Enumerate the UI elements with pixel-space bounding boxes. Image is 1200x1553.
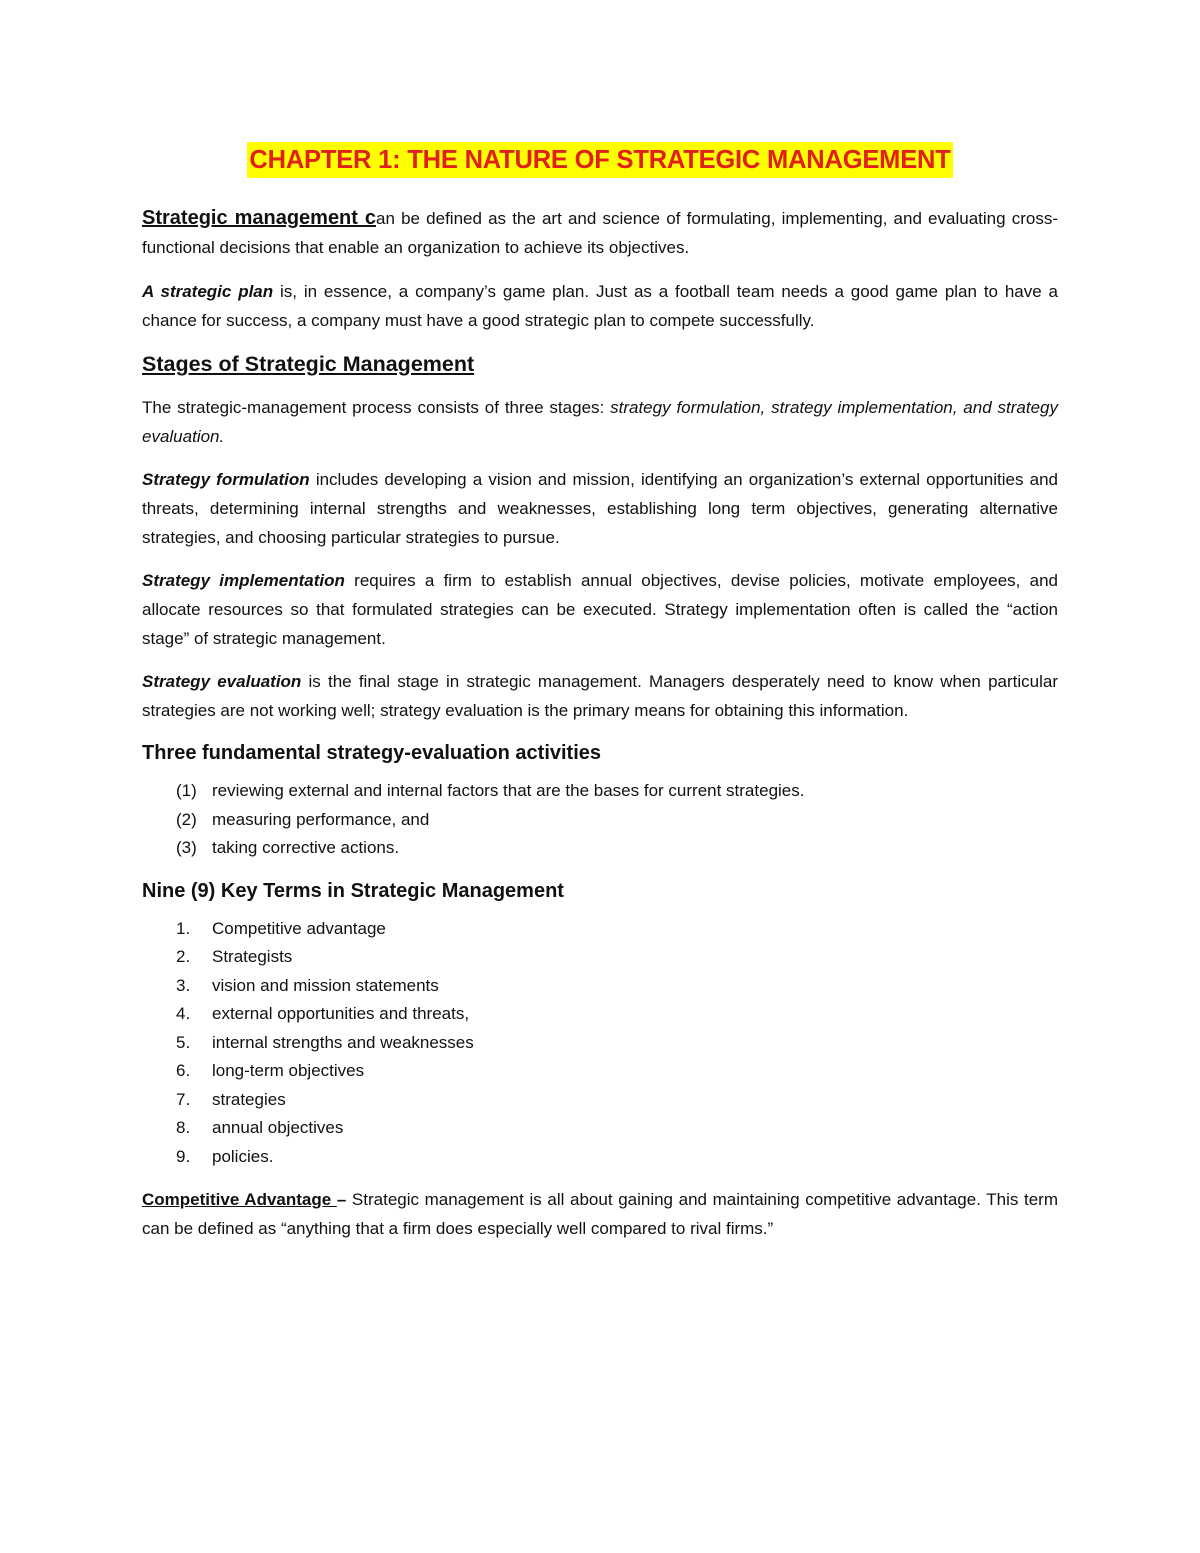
list-item-text: annual objectives (212, 1118, 344, 1137)
list-item-text: strategies (212, 1089, 286, 1109)
list-item (142, 834, 1058, 863)
competitive-section (142, 1185, 1058, 1243)
list-item-text: long-term objectives (212, 1061, 365, 1080)
list-item (142, 1000, 1058, 1029)
list-item (142, 1057, 1058, 1086)
list-item-text: measuring performance, and (212, 809, 430, 829)
list-item (142, 1029, 1058, 1058)
plan-text: is, in essence, a company’s game plan. Just as a football team needs a good game plan to have a chance for success, a company must have a good strategic plan to compete successfully. (142, 282, 1058, 330)
chapter-title: CHAPTER 1: THE NATURE OF STRATEGIC MANAGEMENT (247, 142, 952, 178)
list-item-text: Strategists (212, 947, 293, 966)
activities-list (142, 777, 1058, 863)
plan-term: A strategic plan (142, 282, 274, 301)
key-terms-heading: Nine (9) Key Terms in Strategic Management (142, 879, 564, 902)
list-item-number: 2. (176, 947, 191, 966)
competitive-paragraph (142, 1185, 1058, 1243)
list-item-text: Competitive advantage (212, 918, 386, 938)
list-item-number: 7. (176, 1089, 191, 1109)
list-item-text: internal strengths and weaknesses (212, 1032, 474, 1052)
stages-lead-italic: strategy formulation, strategy implementation, and strategy evaluation. (142, 398, 1058, 446)
stages-lead: The strategic-management process consists of three stages: (142, 398, 611, 417)
list-item (142, 915, 1058, 944)
stages-lead-paragraph (142, 393, 1058, 451)
evaluation-term: Strategy evaluation (142, 672, 302, 691)
list-item-text: external opportunities and threats, (212, 1004, 470, 1023)
formulation-term: Strategy formulation (142, 470, 310, 489)
implementation-paragraph (142, 566, 1058, 653)
stages-heading: Stages of Strategic Management (142, 352, 475, 376)
plan-paragraph (142, 277, 1058, 335)
list-item-number: 3. (176, 975, 191, 995)
list-item (142, 1114, 1058, 1143)
competitive-text: Strategic management is all about gaining and maintaining competitive advantage. This term can be defined as “anything that a firm does especially well compared to rival firms.” (142, 1190, 1058, 1238)
list-item-number: 1. (176, 918, 191, 938)
list-item-number: 8. (176, 1118, 191, 1137)
list-item-text: policies. (212, 1146, 274, 1166)
list-item-text: vision and mission statements (212, 975, 439, 995)
evaluation-text: is the final stage in strategic management. Managers desperately need to know when particular strategies are not working well; strategy evaluation is the primary means for obtaining this information. (142, 672, 1058, 720)
list-item-number: 9. (176, 1146, 191, 1166)
intro-paragraph (142, 204, 1058, 262)
competitive-dash: – (336, 1190, 352, 1209)
implementation-text: requires a firm to establish annual objectives, devise policies, motivate employees, and allocate resources so that formulated strategies can be executed. Strategy implementation often is called the “action stage” of strategic management. (142, 571, 1059, 648)
list-item (142, 1143, 1058, 1172)
activities-heading: Three fundamental strategy-evaluation activities (142, 742, 602, 764)
list-item-number: 5. (176, 1032, 191, 1052)
list-item-number: 6. (176, 1061, 191, 1080)
list-item-number: (3) (176, 838, 197, 857)
competitive-term: Competitive Advantage (142, 1190, 337, 1209)
implementation-term: Strategy implementation (142, 571, 345, 590)
list-item-number: (2) (176, 809, 197, 829)
list-item-number: (1) (176, 781, 197, 800)
list-item-text: reviewing external and internal factors that are the bases for current strategies. (212, 781, 805, 800)
formulation-text: includes developing a vision and mission, identifying an organization’s external opportunities and threats, determining internal strengths and weaknesses, establishing long term objectives, generating alternative strategies, and choosing particular strategies to pursue. (142, 470, 1058, 547)
intro-text: an be defined as the art and science of formulating, implementing, and evaluating cross-functional decisions that enable an organization to achieve its objectives. (142, 209, 1058, 257)
list-item (142, 806, 1058, 835)
list-item-text: taking corrective actions. (212, 838, 400, 857)
intro-term: Strategic management c (142, 207, 377, 229)
evaluation-paragraph (142, 667, 1058, 725)
list-item (142, 777, 1058, 806)
list-item-number: 4. (176, 1004, 191, 1023)
list-item (142, 1086, 1058, 1115)
key-terms-list (142, 915, 1058, 1172)
title-wrap (142, 142, 1058, 178)
list-item (142, 943, 1058, 972)
formulation-paragraph (142, 465, 1058, 552)
list-item (142, 972, 1058, 1001)
